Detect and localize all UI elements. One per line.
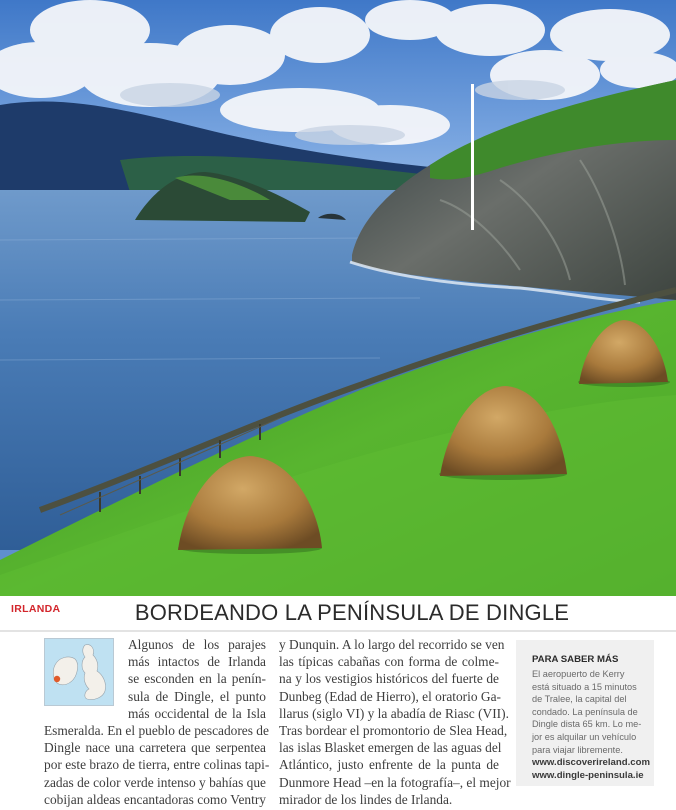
sidebar-text — [532, 668, 644, 756]
column-2-line: y Dunquin. A lo largo del recorrido se ven — [279, 637, 505, 652]
column-2-line: Tras bordear el promontorio de Slea Head, — [279, 723, 508, 739]
column-1-line: más intactos de Irlanda — [128, 654, 266, 670]
sidebar-line: El aeropuerto de Kerry — [532, 669, 625, 679]
section-kicker: IRLANDA — [11, 603, 61, 615]
column-1-line: cobijan aldeas encantadoras como Ventry — [44, 791, 266, 807]
sidebar-title: PARA SABER MÁS — [532, 654, 619, 665]
article-headline: BORDEANDO LA PENÍNSULA DE DINGLE — [134, 600, 570, 625]
column-2-line: las típicas cabañas con forma de colme- — [279, 654, 499, 670]
column-1-line: zadas de color verde intenso y bahías que — [44, 774, 266, 790]
sidebar-line: está situado a 15 minutos — [532, 681, 637, 692]
sidebar-line: para viajar libremente. — [532, 744, 623, 755]
column-1-line: más occidental de la Isla — [128, 705, 266, 721]
column-2-line: Atlántico, justo enfrente de la punta de — [279, 757, 499, 773]
column-2-line: Dunmore Head –en la fotografía–, el mejor — [279, 774, 511, 790]
article-column-2 — [279, 636, 511, 808]
column-2-line: Dunbeg (Edad de Hierro), el oratorio Ga- — [279, 688, 501, 704]
column-1-line: Dingle nace una carretera que serpentea — [44, 740, 266, 756]
link-discoverireland[interactable]: www.discoverireland.com — [532, 757, 651, 769]
column-1-line: Esmeralda. En el pueblo de pescadores de — [44, 723, 269, 739]
column-2-line: llarus (siglo VI) y la abadía de Riasc (VII). — [279, 705, 509, 721]
sidebar-line: Dingle dista 65 km. Lo me- — [532, 719, 642, 730]
column-1-line: por este brazo de tierra, entre colinas tapi- — [44, 757, 270, 773]
column-1-line: Algunos de los parajes — [128, 637, 266, 652]
info-sidebar — [516, 640, 654, 786]
sidebar-line: de Tralee, la capital del — [532, 694, 627, 705]
headline-divider — [0, 630, 676, 632]
column-2-line: na y los vestigios históricos del fuerte de — [279, 671, 499, 687]
article-column-1 — [44, 636, 270, 808]
column-2-line: mirador de los lindes de Irlanda. — [279, 791, 453, 807]
link-dingle-peninsula[interactable]: www.dingle-peninsula.ie — [532, 770, 644, 782]
sidebar-line: condado. La península de — [532, 706, 638, 717]
column-1-line: se esconden en la penín- — [128, 671, 266, 687]
column-1-line: sula de Dingle, el punto — [128, 688, 266, 704]
sidebar-line: jor es alquilar un vehículo — [532, 731, 637, 742]
column-2-line: las islas Blasket emergen de las aguas del — [279, 740, 502, 756]
